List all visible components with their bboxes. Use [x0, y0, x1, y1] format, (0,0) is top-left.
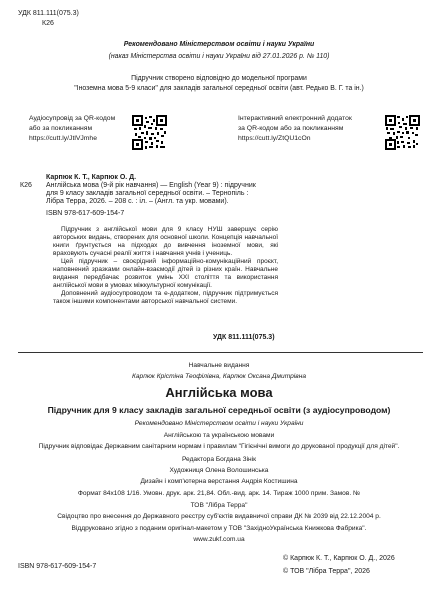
catalog-udk: УДК 811.111(075.3): [213, 334, 275, 341]
audio-left-line2: або за покликанням: [29, 125, 93, 132]
addon-right-line2: за QR-кодом або за покликанням: [238, 125, 344, 132]
annotation-paragraph-1: Підручник з англійської мови для 9 класу НУШ завершує серію авторських видань, створених для основної школи. Концепція навчальної книги ґрунтується на підходах до вивчення іноземної мови, які враховують сучасні реалії життя і навчання учнів і учениць.: [53, 226, 278, 257]
audio-left-url[interactable]: https://cutt.ly/JtlVJmhe: [29, 135, 97, 142]
addon-right-line1: Інтерактивний електронний додаток: [238, 115, 352, 122]
addon-right-url[interactable]: https://cutt.ly/ZtQU1cOn: [238, 135, 311, 142]
catalog-desc-1: Англійська мова (9-й рік навчання) — English (Year 9) : підручник: [46, 182, 256, 189]
catalog-description: [46, 182, 406, 218]
artist: Художниця Олена Волошинська: [169, 467, 269, 474]
languages: Англійською та українською мовами: [163, 432, 275, 439]
addon-qr-code-icon[interactable]: [385, 115, 420, 150]
publisher: ТОВ "Лібра Терра": [190, 502, 248, 509]
addon-right-block: [238, 115, 352, 143]
copyright-authors: © Карпюк К. Т., Карпюк О. Д., 2026: [283, 555, 395, 562]
annotation-paragraph-3: Доповнений аудіосупроводом та е-додатком, підручник підтримується також іншими компонентами авторської навчальної системи.: [53, 290, 278, 305]
print-format: Формат 84x108 1/16. Умовн. друк. арк. 21,84. Обл.-вид. арк. 14. Тираж 1000 прим. Замов. №: [77, 490, 361, 497]
registry-note: Свідоцтво про внесення до Державного реєстру суб'єктів видавничої справи ДК № 2039 від 22.12.2004 р.: [57, 513, 381, 520]
order-line: (наказ Міністерства освіти і науки України від 27.01.2026 р. № 110): [108, 53, 330, 60]
editor: Редактора Богдана Зінік: [181, 456, 257, 463]
divider: [18, 352, 423, 353]
edition-type: Навчальне видання: [188, 362, 250, 369]
catalog-desc-3: Лібра Терра, 2026. – 208 с. : іл. – (Англ. та укр. мовами).: [46, 198, 229, 205]
sanitary-note: Підручник відповідає Державним санітарним нормам і правилам "Гігієнічні вимоги до друкованої продукції для дітей".: [38, 443, 400, 450]
book-subtitle: Підручник для 9 класу закладів загальної середньої освіти (з аудіосупроводом): [47, 405, 391, 415]
catalog-desc-2: для 9 класу закладів загальної середньої освіти. – Тернопіль :: [46, 190, 249, 197]
isbn-bottom: ISBN 978-617-609-154-7: [18, 563, 97, 570]
program-line-2: "Іноземна мова 5-9 класи" для закладів загальної середньої освіти (авт. Редько В. Г. та ін.): [74, 85, 364, 92]
audio-left-block: [29, 115, 115, 143]
audio-qr-code-icon[interactable]: [132, 115, 167, 150]
catalog-annotation: [53, 226, 278, 306]
program-line-1: Підручник створено відповідно до модельної програми: [131, 75, 307, 82]
website-link[interactable]: www.zukf.com.ua: [193, 536, 245, 543]
udk-top: УДК 811.111(075.3): [18, 10, 79, 17]
catalog-isbn: ISBN 978-617-609-154-7: [46, 210, 125, 217]
audio-left-line1: Аудіосупровід за QR-кодом: [29, 115, 116, 122]
recommended-line-2: Рекомендовано Міністерством освіти і науки України: [134, 420, 304, 427]
catalog-authors: Карпюк К. Т., Карпюк О. Д.: [46, 174, 137, 181]
k-top: К26: [42, 20, 54, 27]
copyright-publisher: © ТОВ "Лібра Терра", 2026: [283, 568, 370, 575]
printed-note: Віддруковано згідно з поданим оригінал-макетом у ТОВ "ЗахідноУкраїнська Книжкова Фабрика".: [71, 525, 367, 532]
recommended-line: Рекомендовано Міністерством освіти і науки України: [123, 41, 315, 48]
annotation-paragraph-2: Цей підручник – своєрідний інформаційно-комунікаційний проєкт, наповнений зразками онлайн-взаємодії дітей із різних країн. Навчальне видання передбачає розвиток умінь XXI століття та використання англійської мови в умовах міжкультурної комунікації.: [53, 258, 278, 289]
designer: Дизайн і комп'ютерна верстання Андрія Костишина: [140, 478, 298, 485]
book-title: Англійська мова: [165, 385, 273, 400]
catalog-k: К26: [20, 182, 32, 189]
author-full: Карпюк Крістіна Теофілівна, Карпюк Оксана Дмитрівна: [132, 373, 306, 380]
